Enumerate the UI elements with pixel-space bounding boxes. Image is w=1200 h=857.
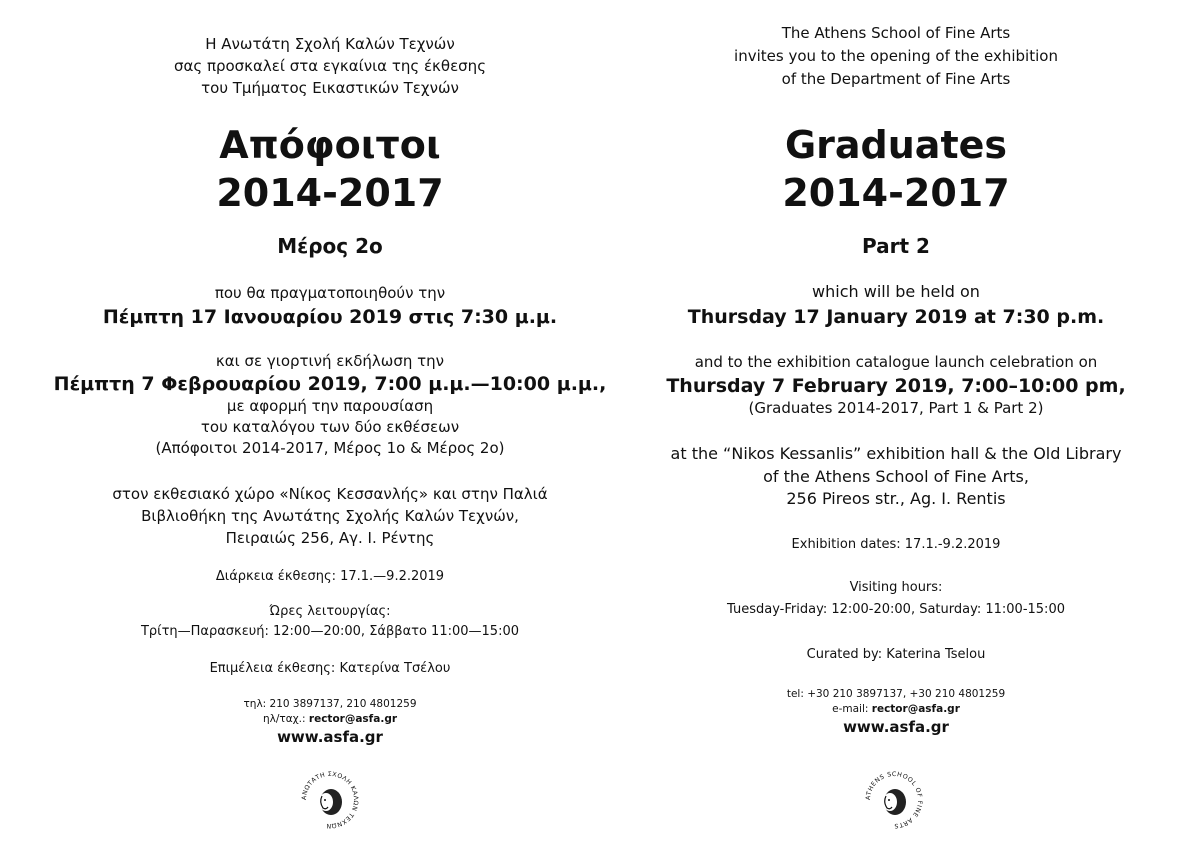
greek-celebration-date: Πέμπτη 7 Φεβρουαρίου 2019, 7:00 μ.μ.—10:00 μ.μ.,	[53, 373, 607, 395]
english-held-on: which will be held on	[812, 282, 980, 301]
greek-intro-line-1: Η Ανωτάτη Σχολή Καλών Τεχνών	[205, 35, 455, 53]
greek-celebration-intro: και σε γιορτινή εκδήλωση την	[215, 352, 445, 370]
english-duration: Exhibition dates: 17.1.-9.2.2019	[791, 537, 1001, 552]
greek-phone: τηλ: 210 3897137, 210 4801259	[243, 698, 417, 710]
english-title-years: 2014-2017	[782, 171, 1010, 215]
greek-email-line	[50, 714, 610, 726]
greek-venue-line-1: στον εκθεσιακό χώρο «Νίκος Κεσσανλής» και στην Παλιά	[112, 485, 548, 503]
greek-hours-label: Ώρες λειτουργίας:	[269, 604, 391, 619]
greek-celebration-detail-2: του καταλόγου των δύο εκθέσεων	[200, 418, 460, 436]
english-celebration-date: Thursday 7 February 2019, 7:00–10:00 pm,	[666, 375, 1126, 397]
english-email-line	[616, 704, 1176, 716]
greek-opening-date: Πέμπτη 17 Ιανουαρίου 2019 στις 7:30 μ.μ.	[102, 306, 558, 328]
english-hours-label: Visiting hours:	[849, 580, 943, 595]
greek-celebration-detail-1: με αφορμή την παρουσίαση	[226, 397, 434, 415]
greek-title-years: 2014-2017	[216, 171, 444, 215]
greek-email[interactable]: rector@asfa.gr	[308, 713, 398, 725]
english-curator: Curated by: Katerina Tselou	[806, 647, 986, 662]
greek-venue-line-3: Πειραιώς 256, Αγ. Ι. Ρέντης	[225, 529, 435, 547]
greek-seal-text: ΑΝΩΤΑΤΗ ΣΧΟΛΗ ΚΑΛΩΝ ΤΕΧΝΩΝ	[300, 770, 360, 830]
english-celebration-intro: and to the exhibition catalogue launch celebration on	[694, 353, 1098, 371]
english-email-label: e-mail:	[832, 703, 869, 715]
greek-intro-line-3: του Τμήματος Εικαστικών Τεχνών	[201, 79, 459, 97]
english-intro-line-1: The Athens School of Fine Arts	[781, 24, 1011, 42]
athena-head-seal-icon	[298, 768, 362, 832]
english-title: Graduates	[784, 123, 1008, 167]
greek-held-on: που θα πραγματοποιηθούν την	[214, 284, 446, 302]
greek-intro-line-2: σας προσκαλεί στα εγκαίνια της έκθεσης	[173, 57, 486, 75]
english-venue-line-1: at the “Nikos Kessanlis” exhibition hall & the Old Library	[670, 444, 1122, 463]
greek-venue-line-2: Βιβλιοθήκη της Ανωτάτης Σχολής Καλών Τεχνών,	[141, 507, 519, 525]
english-email[interactable]: rector@asfa.gr	[871, 703, 960, 715]
greek-duration: Διάρκεια έκθεσης: 17.1.—9.2.2019	[215, 569, 445, 584]
english-intro-line-3: of the Department of Fine Arts	[781, 70, 1011, 88]
english-opening-date: Thursday 17 January 2019 at 7:30 p.m.	[687, 306, 1105, 328]
greek-hours: Τρίτη—Παρασκευή: 12:00—20:00, Σάββατο 11:00—15:00	[140, 624, 519, 639]
greek-celebration-detail-3: (Απόφοιτοι 2014-2017, Μέρος 1ο & Μέρος 2ο)	[155, 439, 505, 457]
english-hours: Tuesday-Friday: 12:00-20:00, Saturday: 11:00-15:00	[727, 602, 1065, 617]
greek-curator: Επιμέλεια έκθεσης: Κατερίνα Τσέλου	[209, 661, 451, 676]
english-venue-line-3: 256 Pireos str., Ag. I. Rentis	[786, 489, 1006, 508]
english-celebration-detail: (Graduates 2014-2017, Part 1 & Part 2)	[748, 399, 1044, 417]
english-part: Part 2	[862, 234, 930, 258]
greek-email-label: ηλ/ταχ.:	[262, 713, 306, 725]
greek-part: Μέρος 2ο	[277, 234, 383, 258]
english-intro-line-2: invites you to the opening of the exhibition	[734, 47, 1058, 65]
english-website[interactable]: www.asfa.gr	[843, 718, 949, 736]
english-seal-text: ATHENS SCHOOL OF FINE ARTS	[864, 770, 924, 830]
english-venue-line-2: of the Athens School of Fine Arts,	[763, 467, 1029, 486]
athena-head-seal-icon	[862, 768, 926, 832]
greek-title: Απόφοιτοι	[219, 123, 441, 167]
greek-website[interactable]: www.asfa.gr	[277, 728, 383, 746]
english-phone: tel: +30 210 3897137, +30 210 4801259	[786, 688, 1006, 700]
